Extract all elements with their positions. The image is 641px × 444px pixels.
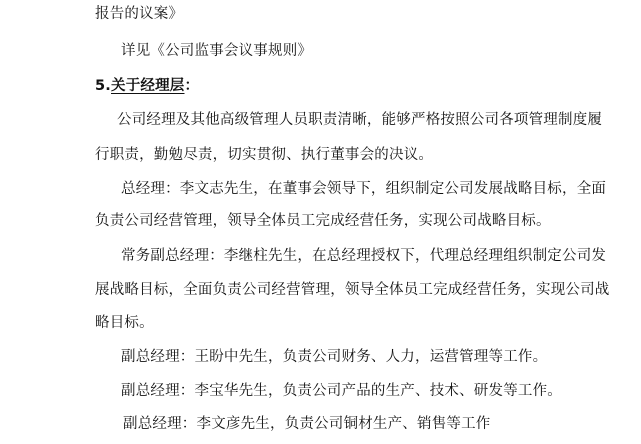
text-line: 负责公司经营管理，领导全体员工完成经营任务，实现公司战略目标。 bbox=[95, 213, 551, 229]
text-line: 展战略目标，全面负责公司经营管理，领导全体员工完成经营任务，实现公司战 bbox=[95, 282, 610, 298]
text-line: 副总经理：李宝华先生，负责公司产品的生产、技术、研发等工作。 bbox=[121, 383, 562, 399]
section-heading-colon: ： bbox=[184, 78, 200, 94]
text-line: 常务副总经理：李继柱先生，在总经理授权下，代理总经理组织制定公司发 bbox=[121, 248, 607, 264]
text-line: 副总经理：王盼中先生，负责公司财务、人力，运营管理等工作。 bbox=[121, 349, 548, 365]
text-line: 公司经理及其他高级管理人员职责清晰，能够严格按照公司各项管理制度履 bbox=[117, 112, 603, 128]
section-heading-number: 5. bbox=[95, 78, 111, 94]
text-line: 详见《公司监事会议事规则》 bbox=[121, 43, 313, 59]
section-heading bbox=[95, 76, 199, 96]
text-line: 报告的议案》 bbox=[95, 6, 184, 22]
text-line: 行职责，勤勉尽责，切实贯彻、执行董事会的决议。 bbox=[95, 147, 434, 163]
section-heading-title: 关于经理层 bbox=[111, 78, 185, 94]
text-line: 副总经理：李文彦先生，负责公司铜材生产、销售等工作 bbox=[123, 416, 491, 432]
text-line: 略目标。 bbox=[95, 315, 154, 331]
text-line: 总经理：李文志先生，在董事会领导下，组织制定公司发展战略目标，全面 bbox=[121, 181, 607, 197]
